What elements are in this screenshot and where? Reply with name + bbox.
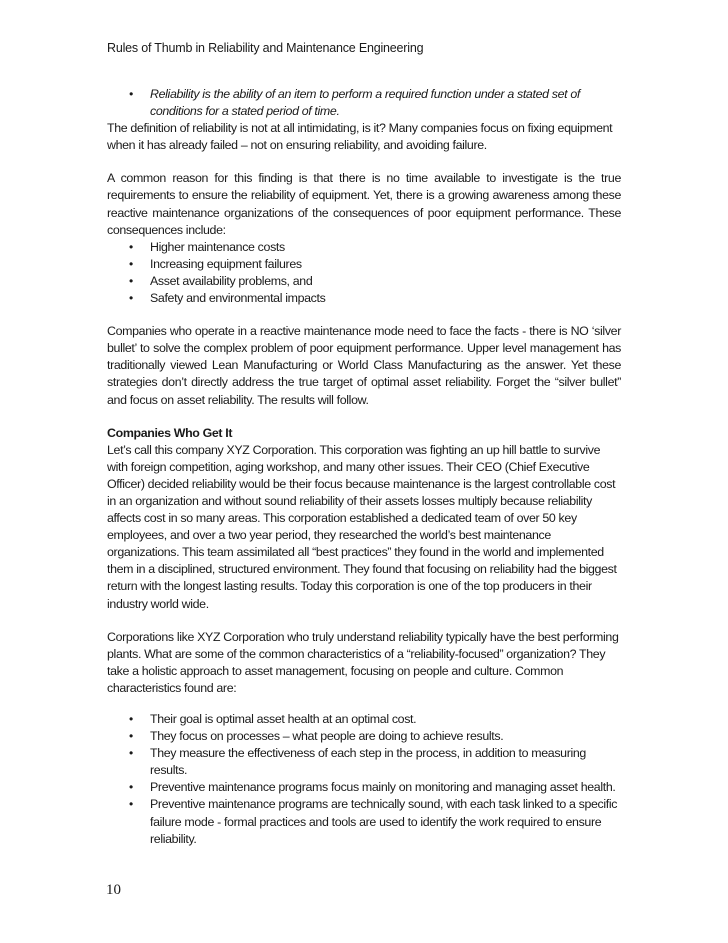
list-item: • Higher maintenance costs: [107, 239, 621, 256]
list-item: • Asset availability problems, and: [107, 273, 621, 290]
definition-bullet: • Reliability is the ability of an item to perform a required function under a stated set of conditions for a stated period of time.: [107, 86, 621, 120]
consequences-list: [107, 239, 621, 307]
list-item: • They focus on processes – what people are doing to achieve results.: [107, 728, 621, 745]
paragraph-xyz-corporation: Let’s call this company XYZ Corporation. This corporation was fighting an up hill battle to survive with foreign competition, aging workshop, and many other issues. Their CEO (Chief Executive Officer) decided reliability would be their focus because maintenance is the largest controllable cost in an organization and without sound reliability of their assets losses multiply because reliability affects cost in so many areas. This corporation established a dedicated team of over 50 key employees, and over a two year period, they researched the world’s best maintenance organizations. This team assimilated all “best practices” they found in the world and implemented them in a disciplined, structured environment. They found that focusing on reliability had the biggest return with the longest lasting results. Today this corporation is one of the top producers in their industry world wide.: [107, 442, 617, 611]
section-heading: Companies Who Get It: [107, 425, 233, 440]
characteristics-list: [107, 711, 621, 848]
list-item: • They measure the effectiveness of each step in the process, in addition to measuring results.: [107, 745, 621, 779]
paragraph-definition: The definition of reliability is not at all intimidating, is it? Many companies focus on fixing equipment when it has already failed – not on ensuring reliability, and avoiding failure.: [107, 121, 613, 153]
list-item: • Preventive maintenance programs focus mainly on monitoring and managing asset health.: [107, 779, 621, 796]
section-companies-who-get-it: [107, 425, 621, 613]
paragraph-silver-bullet: Companies who operate in a reactive maintenance mode need to face the facts - there is NO ‘silver bullet’ to solve the complex problem of poor equipment performance. Upper level management has traditionally viewed Lean Manufacturing or World Class Manufacturing as the answer. Yet these strategies don’t directly address the true target of optimal asset reliability. Forget the “silver bullet” and focus on asset reliability. The results will follow.: [107, 324, 621, 407]
definition-list: [107, 86, 621, 120]
page-body: [107, 86, 621, 848]
list-item: • Safety and environmental impacts: [107, 290, 621, 307]
paragraph-characteristics-intro: Corporations like XYZ Corporation who truly understand reliability typically have the best performing plants. What are some of the common characteristics of a “reliability-focused” organization? They take a holistic approach to asset management, focusing on people and culture. Common characteristics found are:: [107, 629, 619, 695]
paragraph-common-reason: A common reason for this finding is that there is no time available to investigate is the true requirements to ensure the reliability of equipment. Yet, there is a growing awareness among these reactive maintenance organizations of the consequences of poor equipment performance. These consequences include:: [107, 171, 621, 237]
list-item: • Increasing equipment failures: [107, 256, 621, 273]
list-item: • Their goal is optimal asset health at an optimal cost.: [107, 711, 621, 728]
running-header: Rules of Thumb in Reliability and Maintenance Engineering: [107, 41, 424, 55]
page-number: 10: [106, 882, 121, 898]
list-item: • Preventive maintenance programs are technically sound, with each task linked to a specific failure mode - formal practices and tools are used to identify the work required to ensure reliability.: [107, 796, 621, 847]
